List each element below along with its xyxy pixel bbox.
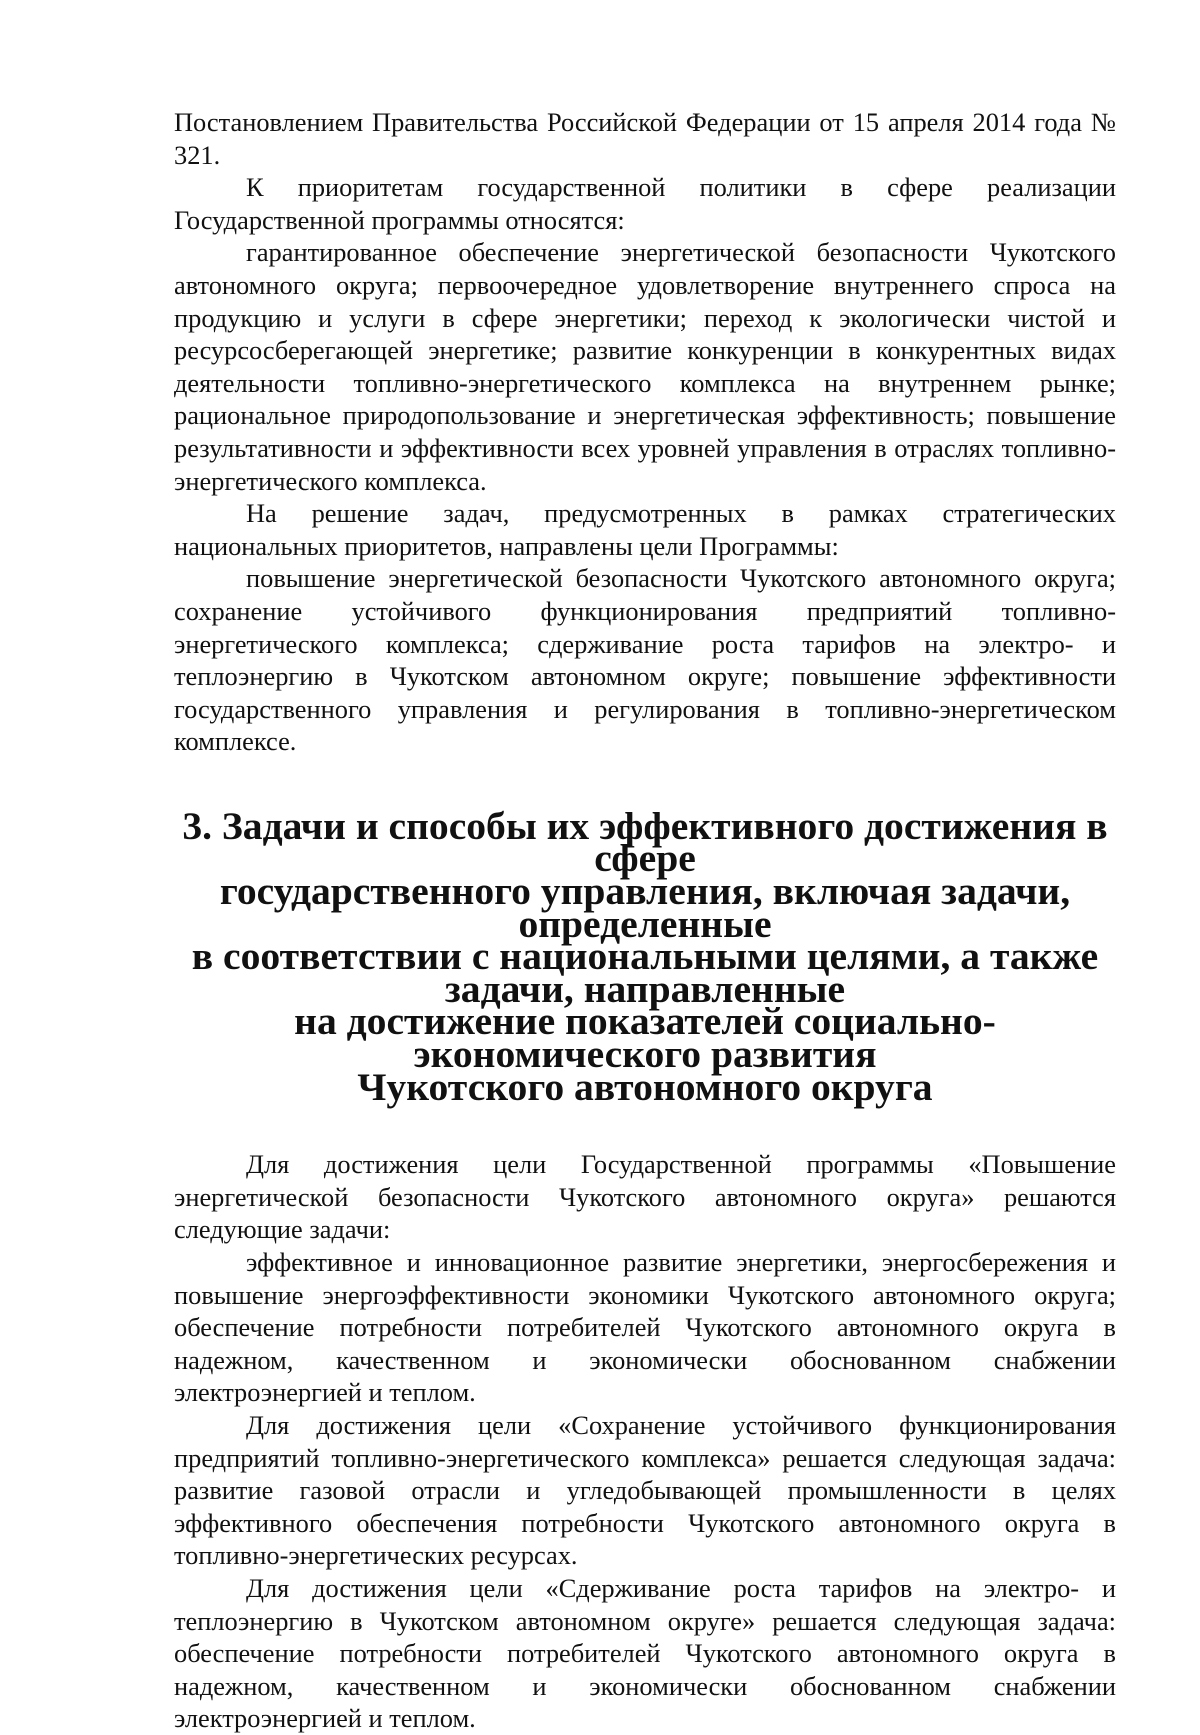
- heading-line: в соответствии с национальными целями, а также задачи, направленные: [191, 934, 1099, 1011]
- heading-line: 3. Задачи и способы их эффективного достижения в сфере: [182, 803, 1108, 881]
- document-page: [174, 106, 1116, 1735]
- heading-line: на достижение показателей социально-экономического развития: [294, 999, 996, 1077]
- paragraph-goals-list: повышение энергетической безопасности Чукотского автономного округа; сохранение устойчивого функционирования предприятий топливно-энергетического комплекса; сдерживание роста тарифов на электро- и теплоэнергию в Чукотском автономном округе; повышение эффективности государственного управления и регулирования в топливно-энергетическом комплексе.: [174, 563, 1116, 757]
- paragraph-task-goal-1: Для достижения цели Государственной программы «Повышение энергетической безопасности Чукотского автономного округа» решаются следующие задачи:: [174, 1149, 1116, 1245]
- paragraph-task-list-1: эффективное и инновационное развитие энергетики, энергосбережения и повышение энергоэффективности экономики Чукотского автономного округа; обеспечение потребности потребителей Чукотского автономного округа в надежном, качественном и экономически обоснованном снабжении электроэнергией и теплом.: [174, 1247, 1116, 1408]
- paragraph-priorities-intro: К приоритетам государственной политики в сфере реализации Государственной программы относятся:: [174, 172, 1116, 235]
- paragraph-task-goal-3: Для достижения цели «Сдерживание роста тарифов на электро- и теплоэнергию в Чукотском автономном округе» решается следующая задача: обеспечение потребности потребителей Чукотского автономного округа в надежном, качественном и экономически обоснованном снабжении электроэнергией и теплом.: [174, 1572, 1116, 1734]
- heading-line: государственного управления, включая задачи, определенные: [219, 869, 1071, 946]
- paragraph-decree-reference: Постановлением Правительства Российской Федерации от 15 апреля 2014 года № 321.: [174, 107, 1116, 170]
- paragraph-task-goal-2: Для достижения цели «Сохранение устойчивого функционирования предприятий топливно-энергетического комплекса» решается следующая задача: развитие газовой отрасли и угледобывающей промышленности в целях эффективного обеспечения потребности Чукотского автономного округа в топливно-энергетических ресурсах.: [174, 1409, 1116, 1571]
- paragraph-priorities-list: гарантированное обеспечение энергетической безопасности Чукотского автономного округа; первоочередное удовлетворение внутреннего спроса на продукцию и услуги в сфере энергетики; переход к экологически чистой и ресурсосберегающей энергетике; развитие конкуренции в конкурентных видах деятельности топливно-энергетического комплекса на внутреннем рынке; рациональное природопользование и энергетическая эффективность; повышение результативности и эффективности всех уровней управления в отраслях топливно-энергетического комплекса.: [174, 237, 1116, 496]
- section-heading: [174, 803, 1116, 1109]
- heading-line: Чукотского автономного округа: [357, 1064, 933, 1109]
- paragraph-goals-intro: На решение задач, предусмотренных в рамках стратегических национальных приоритетов, направлены цели Программы:: [174, 498, 1116, 561]
